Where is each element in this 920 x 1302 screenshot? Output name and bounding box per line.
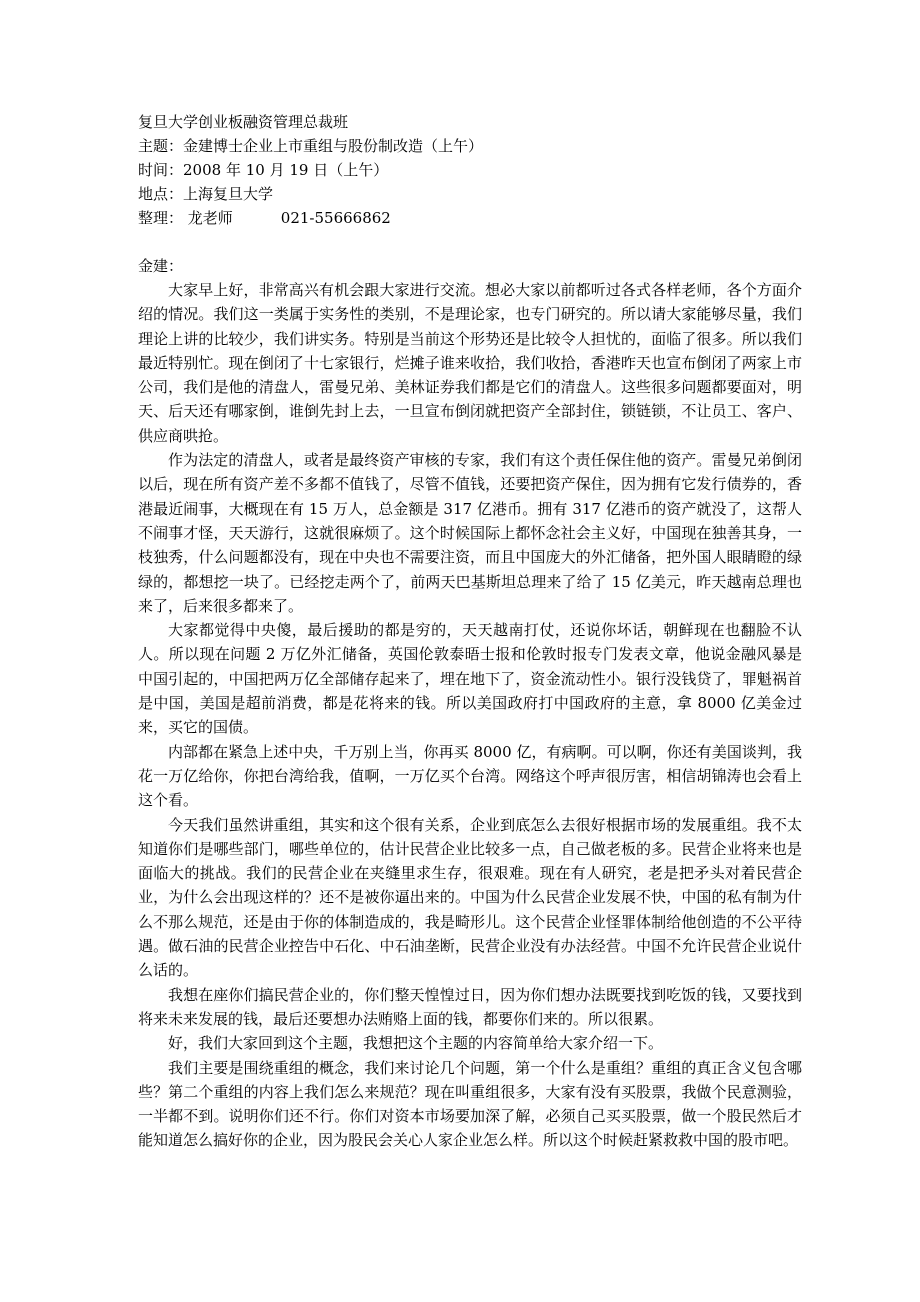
paragraph-4: 内部都在紧急上述中央，千万别上当，你再买 8000 亿，有病啊。可以啊，你还有美国谈判，我花一万亿给你，你把台湾给我，值啊，一万亿买个台湾。网络这个呼声很厉害，相信胡锦涛也会看上这个看。 bbox=[138, 742, 802, 810]
paragraph-8: 我们主要是围绕重组的概念，我们来讨论几个问题，第一个什么是重组？重组的真正含义包含哪些？第二个重组的内容上我们怎么来规范？现在叫重组很多，大家有没有买股票，我做个民意测验，一半都不到。说明你们还不行。你们对资本市场要加深了解，必须自己买买股票，做一个股民然后才能知道怎么搞好你的企业，因为股民会关心人家企业怎么样。所以这个时候赶紧救救中国的股市吧。 bbox=[138, 1058, 802, 1150]
document-page bbox=[138, 110, 802, 1153]
organizer-phone: 021-55666862 bbox=[280, 209, 391, 227]
organizer-name: 整理： 龙老师 bbox=[138, 209, 233, 227]
topic-line: 主题：金建博士企业上市重组与股份制改造（上午） bbox=[138, 137, 484, 155]
paragraph-6: 我想在座你们搞民营企业的，你们整天惶惶过日，因为你们想办法既要找到吃饭的钱，又要找到将来未来发展的钱，最后还要想办法贿赂上面的钱，都要你们来的。所以很累。 bbox=[138, 985, 802, 1028]
place-line: 地点：上海复旦大学 bbox=[138, 185, 274, 203]
paragraph-5: 今天我们虽然讲重组，其实和这个很有关系，企业到底怎么去很好根据市场的发展重组。我不太知道你们是哪些部门，哪些单位的，估计民营企业比较多一点，自己做老板的多。民营企业将来也是面临大的挑战。我们的民营企业在夹缝里求生存，很艰难。现在有人研究，老是把矛头对着民营企业，为什么会出现这样的？还不是被你逼出来的。中国为什么民营企业发展不快，中国的私有制为什么不那么规范，还是由于你的体制造成的，我是畸形儿。这个民营企业怪罪体制给他创造的不公平待遇。做石油的民营企业控告中石化、中石油垄断，民营企业没有办法经营。中国不允许民营企业说什么话的。 bbox=[138, 815, 802, 980]
paragraph-1: 大家早上好，非常高兴有机会跟大家进行交流。想必大家以前都听过各式各样老师，各个方面介绍的情况。我们这一类属于实务性的类别，不是理论家，也专门研究的。所以请大家能够尽量，我们理论上讲的比较少，我们讲实务。特别是当前这个形势还是比较令人担忧的，面临了很多。所以我们最近特别忙。现在倒闭了十七家银行，烂摊子谁来收拾，我们收拾，香港昨天也宣布倒闭了两家上市公司，我们是他的清盘人，雷曼兄弟、美林证券我们都是它们的清盘人。这些很多问题都要面对，明天、后天还有哪家倒，谁倒先封上去，一旦宣布倒闭就把资产全部封住，锁链锁，不让员工、客户、供应商哄抢。 bbox=[138, 281, 802, 445]
speaker-label: 金建： bbox=[138, 257, 184, 275]
paragraph-2: 作为法定的清盘人，或者是最终资产审核的专家，我们有这个责任保住他的资产。雷曼兄弟倒闭以后，现在所有资产差不多都不值钱了，尽管不值钱，还要把资产保住，因为拥有它发行债券的，香港最近闹事，大概现在有 15 万人，总金额是 317 亿港币。拥有 317 亿港币的资产就没了，这帮人不闹事才怪，天天游行，这就很麻烦了。这个时候国际上都怀念社会主义好，中国现在独善其身，一枝独秀，什么问题都没有，现在中央也不需要注资，而且中国庞大的外汇储备，把外国人眼睛瞪的绿绿的，都想挖一块了。已经挖走两个了，前两天巴基斯坦总理来了给了 15 亿美元，昨天越南总理也来了，后来很多都来了。 bbox=[138, 451, 802, 615]
paragraph-7: 好，我们大家回到这个主题，我想把这个主题的内容简单给大家介绍一下。 bbox=[168, 1034, 664, 1053]
time-line: 时间：2008 年 10 月 19 日（上午） bbox=[138, 161, 389, 179]
course-title: 复旦大学创业板融资管理总裁班 bbox=[138, 113, 349, 131]
organizer-line bbox=[138, 206, 802, 230]
paragraph-3: 大家都觉得中央傻，最后援助的都是穷的，天天越南打仗，还说你坏话，朝鲜现在也翻脸不认人。所以现在问题 2 万亿外汇储备，英国伦敦泰晤士报和伦敦时报专门发表文章，他说金融风暴是中国引起的，中国把两万亿全部储存起来了，埋在地下了，资金流动性小。银行没钱贷了，罪魁祸首是中国，美国是超前消费，都是花将来的钱。所以美国政府打中国政府的主意，拿 8000 亿美金过来，买它的国债。 bbox=[138, 621, 802, 737]
